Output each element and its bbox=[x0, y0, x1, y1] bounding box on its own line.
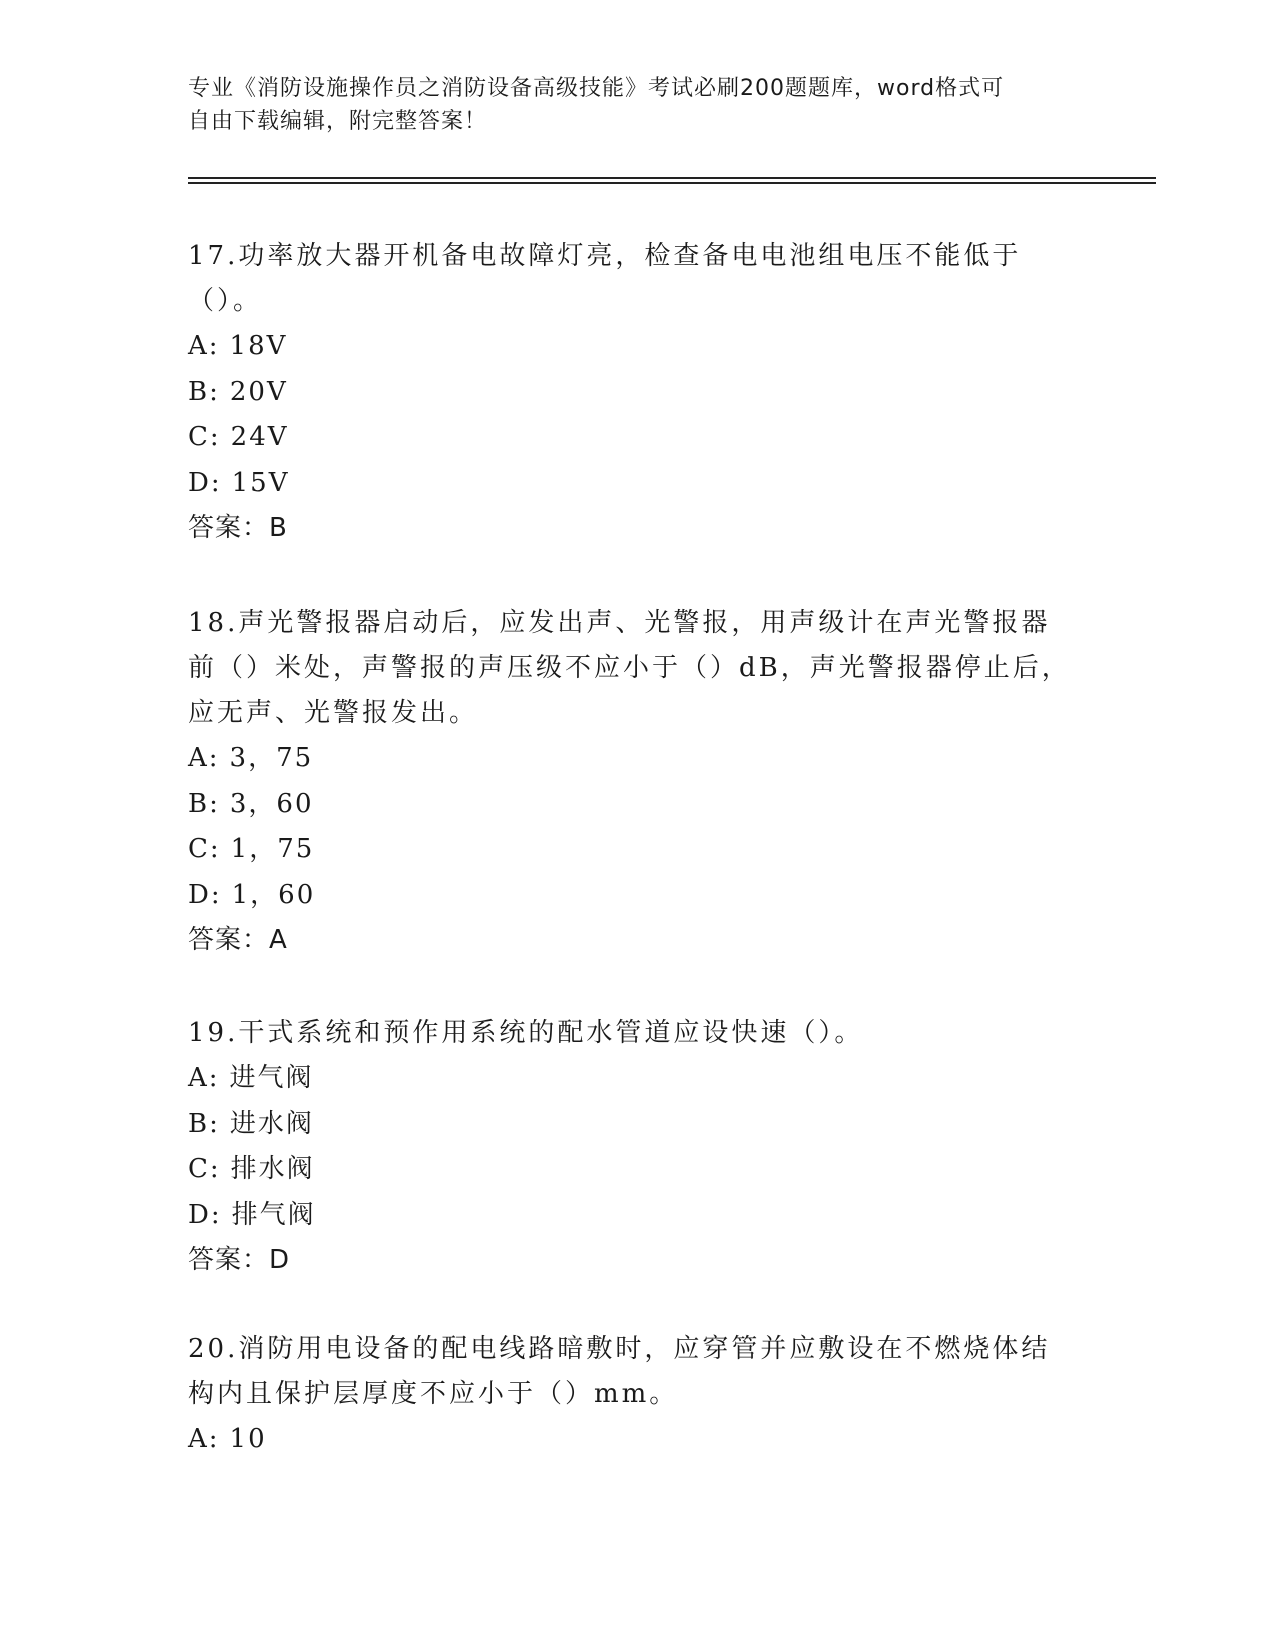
option-letter: A: bbox=[188, 1424, 220, 1454]
option-b bbox=[188, 1102, 1078, 1148]
option-text: 1，60 bbox=[231, 879, 316, 910]
option-text: 1，75 bbox=[230, 834, 315, 864]
option-d bbox=[188, 873, 1078, 919]
question-stem: 18.声光警报器启动后，应发出声、光警报，用声级计在声光警报器前（）米处，声警报的声压级不应小于（）dB，声光警报器停止后，应无声、光警报发出。 bbox=[188, 608, 1071, 728]
option-letter: D: bbox=[188, 1199, 222, 1230]
option-b bbox=[188, 782, 1078, 828]
option-text: 10 bbox=[229, 1424, 267, 1454]
option-d bbox=[188, 461, 1078, 507]
option-text: 18V bbox=[229, 331, 288, 361]
option-letter: C: bbox=[188, 1154, 221, 1184]
option-letter: A: bbox=[188, 331, 220, 361]
header-divider-top bbox=[188, 177, 1156, 179]
option-c bbox=[188, 1147, 1078, 1193]
option-letter: D: bbox=[188, 467, 222, 498]
option-text: 进气阀 bbox=[229, 1063, 314, 1093]
option-letter: A: bbox=[188, 1063, 220, 1093]
answer-line: 答案：D bbox=[188, 1245, 291, 1275]
document-header bbox=[188, 72, 1068, 138]
question-stem: 17.功率放大器开机备电故障灯亮，检查备电电池组电压不能低于（）。 bbox=[188, 241, 1022, 316]
option-letter: B: bbox=[188, 1108, 220, 1139]
option-letter: B: bbox=[188, 788, 220, 819]
question-20 bbox=[188, 1327, 1078, 1463]
option-b bbox=[188, 370, 1078, 416]
option-text: 3，60 bbox=[229, 788, 314, 819]
option-a bbox=[188, 1056, 1078, 1102]
option-c bbox=[188, 415, 1078, 461]
answer-line: 答案：B bbox=[188, 513, 288, 543]
answer-line: 答案：A bbox=[188, 925, 288, 955]
option-a bbox=[188, 1417, 1078, 1463]
option-c bbox=[188, 827, 1078, 873]
option-text: 24V bbox=[230, 422, 289, 452]
option-letter: A: bbox=[188, 743, 220, 773]
option-letter: D: bbox=[188, 879, 222, 910]
header-line-2: 自由下载编辑，附完整答案！ bbox=[188, 109, 488, 134]
question-stem: 19.干式系统和预作用系统的配水管道应设快速（）。 bbox=[188, 1018, 864, 1048]
question-18 bbox=[188, 601, 1078, 963]
option-letter: C: bbox=[188, 834, 221, 864]
option-a bbox=[188, 324, 1078, 370]
option-letter: B: bbox=[188, 376, 220, 407]
option-letter: C: bbox=[188, 422, 221, 452]
option-text: 15V bbox=[231, 467, 290, 498]
option-d bbox=[188, 1193, 1078, 1239]
header-line-1: 专业《消防设施操作员之消防设备高级技能》考试必刷200题题库，word格式可 bbox=[188, 76, 1005, 101]
option-a bbox=[188, 736, 1078, 782]
question-stem: 20.消防用电设备的配电线路暗敷时，应穿管并应敷设在不燃烧体结构内且保护层厚度不应小于（）mm。 bbox=[188, 1334, 1051, 1409]
option-text: 排气阀 bbox=[231, 1199, 316, 1230]
option-text: 进水阀 bbox=[229, 1108, 314, 1139]
header-divider-bottom bbox=[188, 182, 1156, 184]
option-text: 20V bbox=[229, 376, 288, 407]
question-19 bbox=[188, 1011, 1078, 1283]
question-17 bbox=[188, 234, 1078, 551]
option-text: 3，75 bbox=[229, 743, 314, 773]
option-text: 排水阀 bbox=[230, 1154, 315, 1184]
